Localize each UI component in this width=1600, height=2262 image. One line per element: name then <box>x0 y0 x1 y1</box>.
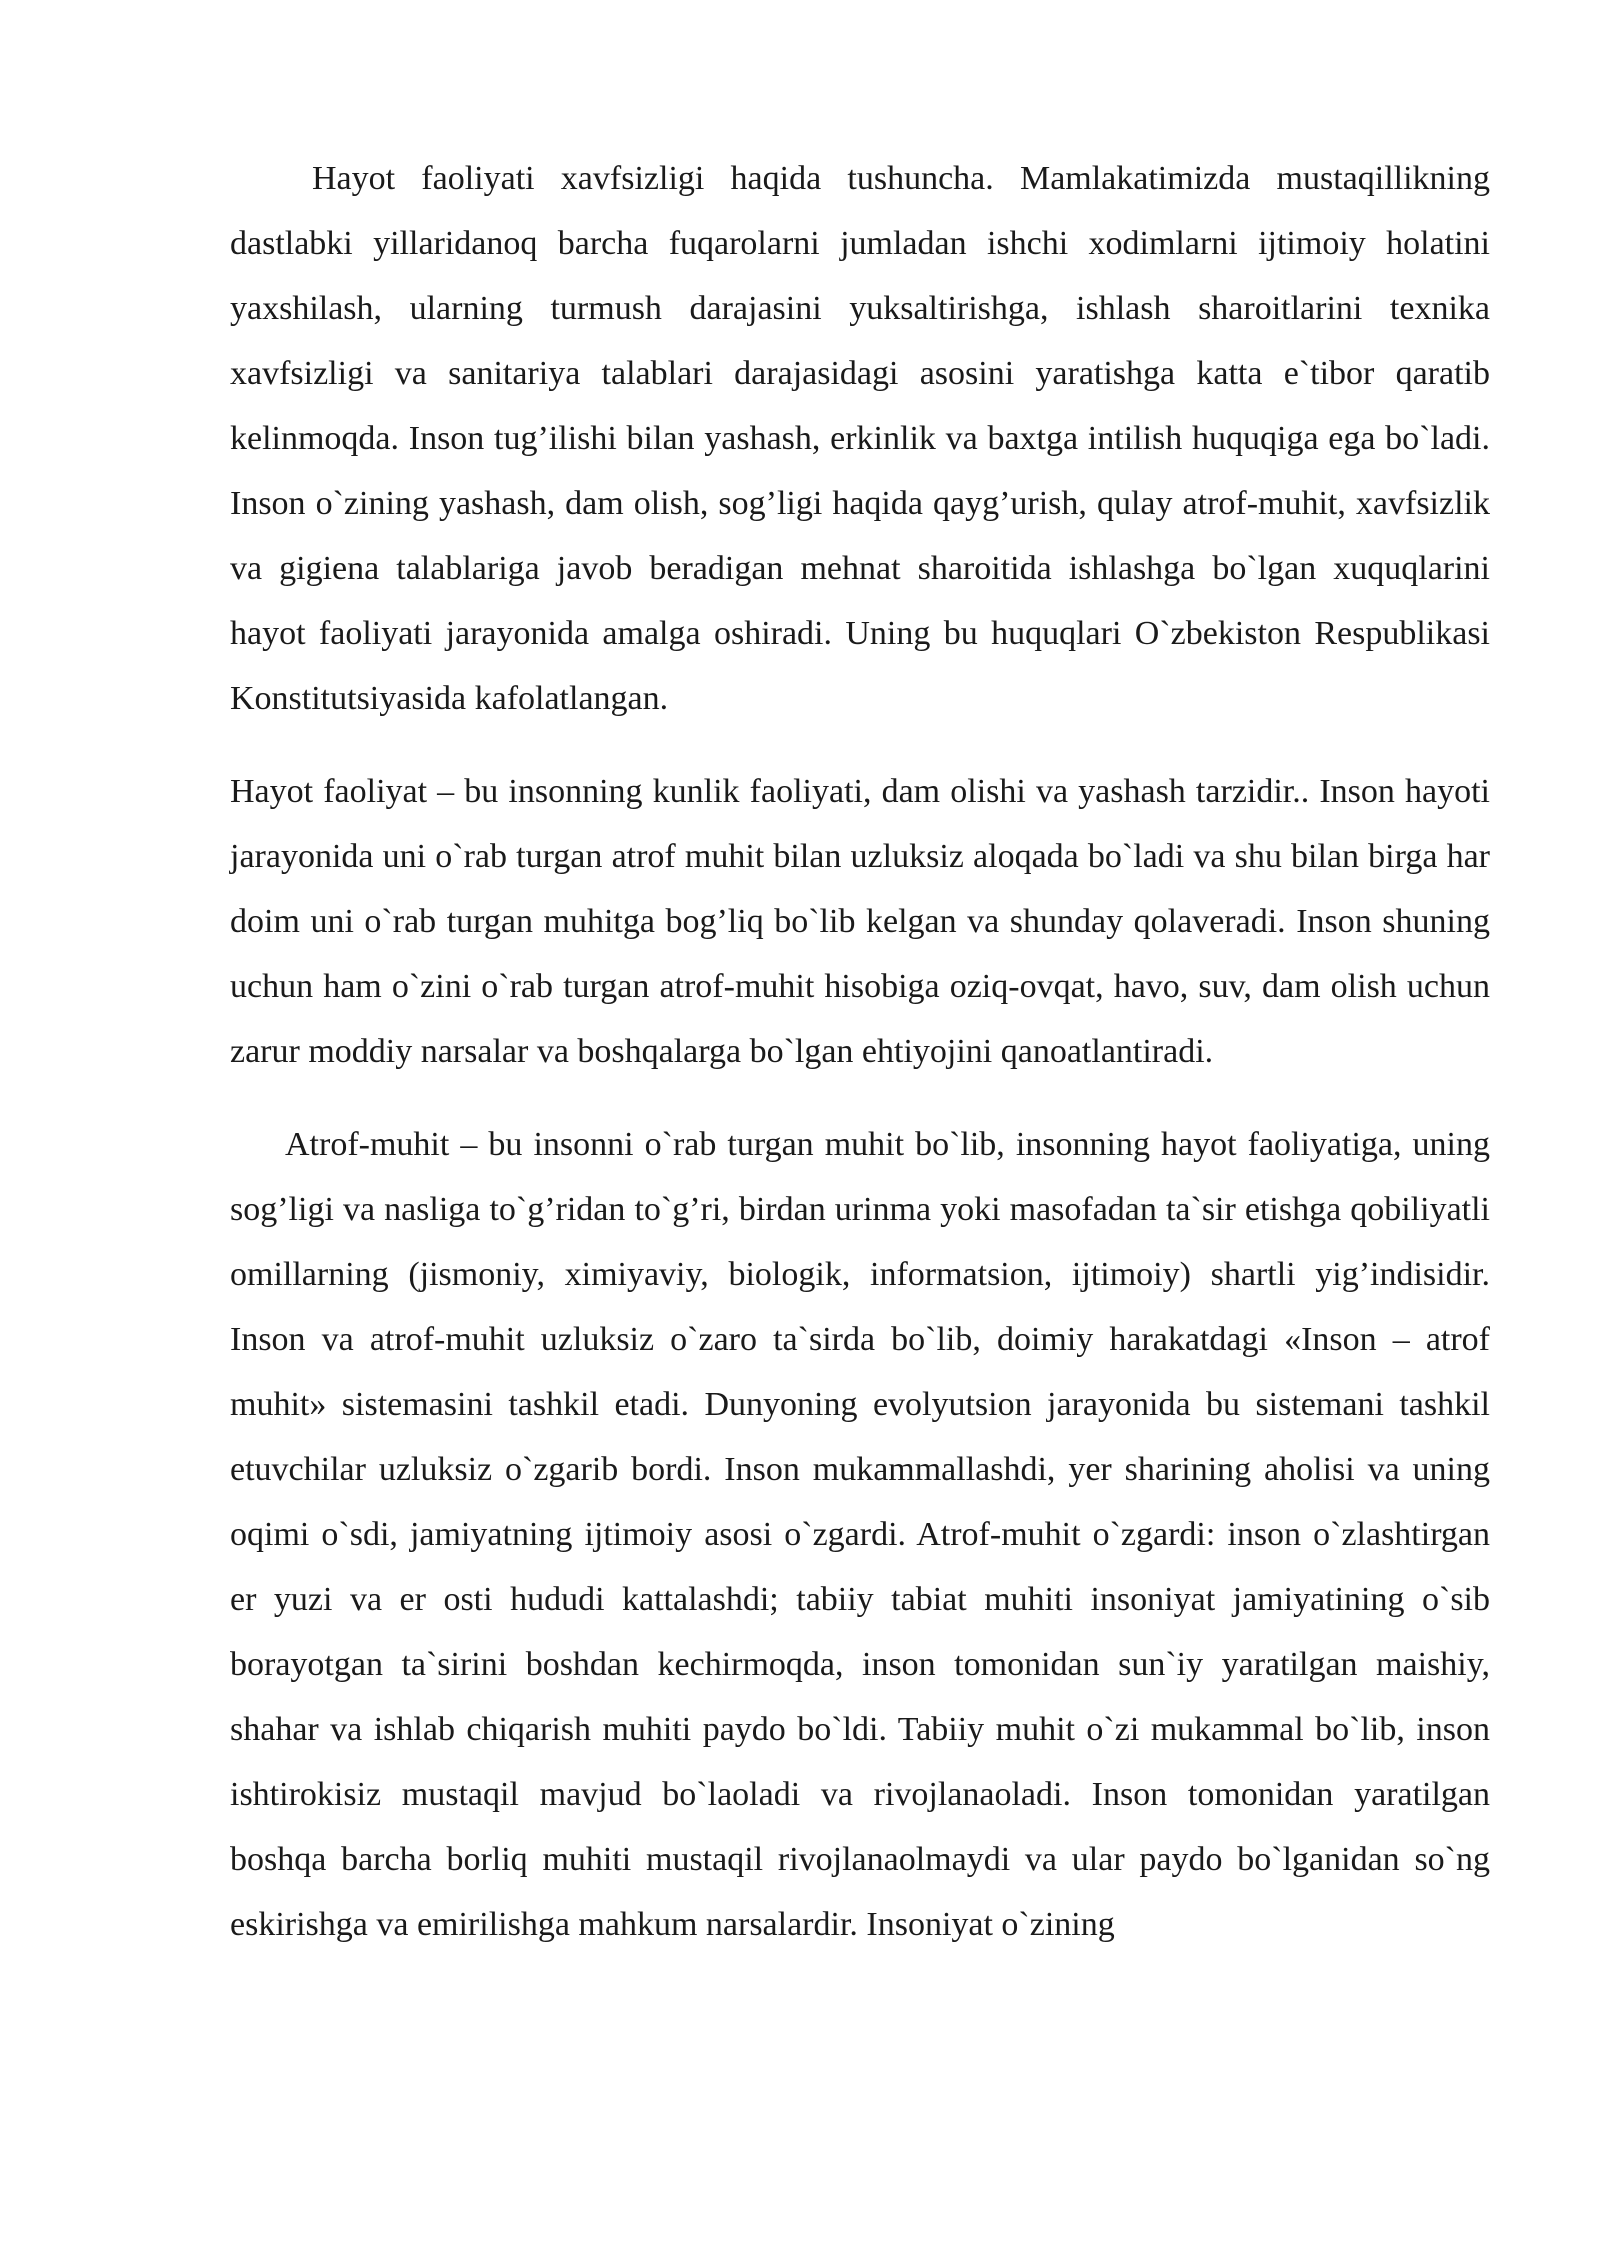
paragraph-2: Hayot faoliyat – bu insonning kunlik faoliyati, dam olishi va yashash tarzidir.. Inson hayoti jarayonida uni o`rab turgan atrof muhit bilan uzluksiz aloqada bo`ladi va shu bilan birga har doim uni o`rab turgan muhitga bog’liq bo`lib kelgan va shunday qolaveradi. Inson shuning uchun ham o`zini o`rab turgan atrof-muhit hisobiga oziq-ovqat, havo, suv, dam olish uchun zarur moddiy narsalar va boshqalarga bo`lgan ehtiyojini qanoatlantiradi. <box>230 773 1490 1070</box>
document-body <box>230 146 1490 1957</box>
paragraph-1: Hayot faoliyati xavfsizligi haqida tushuncha. Mamlakatimizda mustaqillikning dastlabki yillaridanoq barcha fuqarolarni jumladan ishchi xodimlarni ijtimoiy holatini yaxshilash, ularning turmush darajasini yuksaltirishga, ishlash sharoitlarini texnika xavfsizligi va sanitariya talablari darajasidagi asosini yaratishga katta e`tibor qaratib kelinmoqda. Inson tug’ilishi bilan yashash, erkinlik va baxtga intilish huquqiga ega bo`ladi. Inson o`zining yashash, dam olish, sog’ligi haqida qayg’urish, qulay atrof-muhit, xavfsizlik va gigiena talablariga javob beradigan mehnat sharoitida ishlashga bo`lgan xuquqlarini hayot faoliyati jarayonida amalga oshiradi. Uning bu huquqlari O`zbekiston Respublikasi Konstitutsiyasida kafolatlangan. <box>230 160 1490 717</box>
paragraph-3: Atrof-muhit – bu insonni o`rab turgan muhit bo`lib, insonning hayot faoliyatiga, uning sog’ligi va nasliga to`g’ridan to`g’ri, birdan urinma yoki masofadan ta`sir etishga qobiliyatli omillarning (jismoniy, ximiyaviy, biologik, informatsion, ijtimoiy) shartli yig’indisidir. Inson va atrof-muhit uzluksiz o`zaro ta`sirda bo`lib, doimiy harakatdagi «Inson – atrof muhit» sistemasini tashkil etadi. Dunyoning evolyutsion jarayonida bu sistemani tashkil etuvchilar uzluksiz o`zgarib bordi. Inson mukammallashdi, yer sharining aholisi va uning oqimi o`sdi, jamiyatning ijtimoiy asosi o`zgardi. Atrof-muhit o`zgardi: inson o`zlashtirgan er yuzi va er osti hududi kattalashdi; tabiiy tabiat muhiti insoniyat jamiyatining o`sib borayotgan ta`sirini boshdan kechirmoqda, inson tomonidan sun`iy yaratilgan maishiy, shahar va ishlab chiqarish muhiti paydo bo`ldi. Tabiiy muhit o`zi mukammal bo`lib, inson ishtirokisiz mustaqil mavjud bo`laoladi va rivojlanaoladi. Inson tomonidan yaratilgan boshqa barcha borliq muhiti mustaqil rivojlanaolmaydi va ular paydo bo`lganidan so`ng eskirishga va emirilishga mahkum narsalardir. Insoniyat o`zining <box>230 1126 1490 1943</box>
